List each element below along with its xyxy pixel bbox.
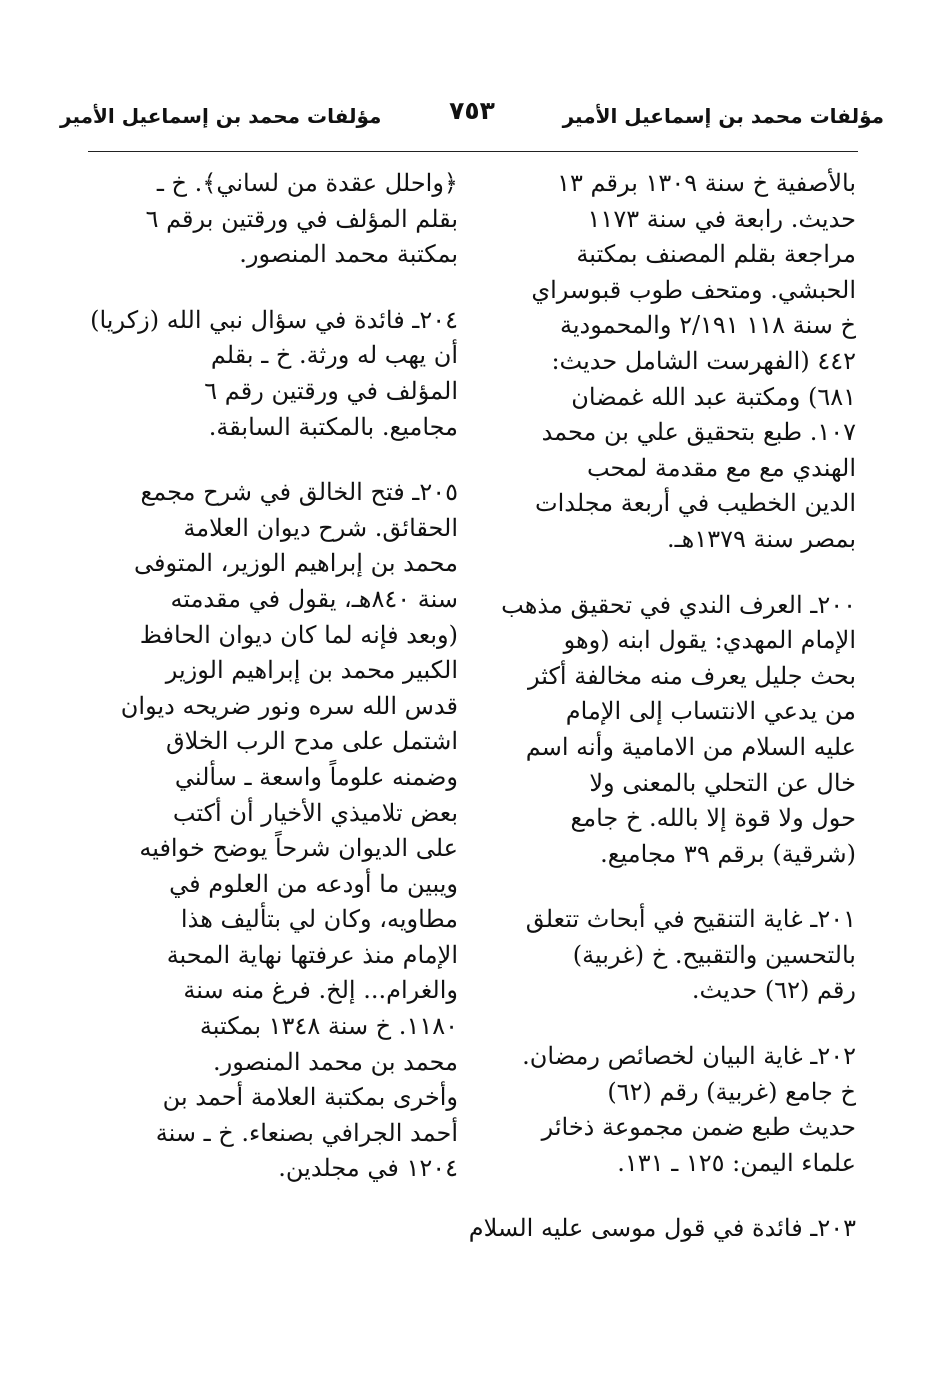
text-line: ﴿واحلل عقدة من لساني﴾. خ ـ <box>156 169 458 197</box>
text-line: ٢٠٠ـ العرف الندي في تحقيق مذهب <box>501 590 856 619</box>
text-line: ١١٨٠. خ سنة ١٣٤٨ بمكتبة <box>199 1012 458 1041</box>
left-column <box>90 166 458 1187</box>
text-line: ٦٨١) ومكتبة عبد الله غمضان <box>571 382 856 411</box>
text-line: الدين الخطيب في أربعة مجلدات <box>534 489 856 518</box>
text-line: بعض تلاميذي الأخيار أن أكتب <box>172 798 458 827</box>
entry-202 <box>516 1039 856 1181</box>
text-line: الإمام منذ عرفتها نهاية المحبة <box>166 940 458 969</box>
text-line: محمد بن محمد المنصور. <box>212 1047 458 1076</box>
text-line: اشتمل على مدح الرب الخلاق <box>165 727 458 756</box>
text-line: مجاميع. بالمكتبة السابقة. <box>208 412 458 441</box>
text-line: (شرقية) برقم ٣٩ مجاميع. <box>600 839 856 868</box>
text-line: الحبشي. ومتحف طوب قبوسراي <box>531 275 856 304</box>
entry-203-continued <box>93 166 458 273</box>
text-line: بقلم المؤلف في ورقتين برقم ٦ <box>145 204 458 233</box>
text-line: حول ولا قوة إلا بالله. خ جامع <box>570 804 856 833</box>
entry-gap <box>516 1181 856 1211</box>
text-line: ١٢٠٤ في مجلدين. <box>278 1154 458 1183</box>
text-line: بالأصفية خ سنة ١٣٠٩ برقم ١٣ <box>557 169 856 197</box>
text-line: محمد بن إبراهيم الوزير، المتوفى <box>133 549 458 578</box>
text-line: بحث جليل يعرف منه مخالفة أكثر <box>528 661 856 690</box>
text-line: وضمنه علوماً واسعة ـ سألني <box>174 762 458 791</box>
text-line: بمصر سنة ١٣٧٩هـ. <box>667 524 856 553</box>
page-number: ٧٥٣ <box>449 96 495 125</box>
running-header-left: مؤلفات محمد بن إسماعيل الأمير <box>60 104 382 128</box>
entry-205 <box>93 475 458 1187</box>
text-line: ٢٠٥ـ فتح الخالق في شرح مجمع <box>140 478 458 507</box>
text-line: خ جامع (غربية) رقم (٦٢) <box>607 1077 856 1106</box>
text-line: ٤٤٢ (الفهرست الشامل حديث: <box>551 346 856 375</box>
right-column <box>468 166 856 1247</box>
text-line: ٢٠١ـ غاية التنقيح في أبحاث تتعلق <box>525 905 856 934</box>
text-line: سنة ٨٤٠هـ، يقول في مقدمته <box>170 584 458 613</box>
text-line: خال عن التحلي بالمعنى ولا <box>589 768 856 797</box>
text-line: بالتحسين والتقبيح. خ (غربية) <box>572 940 856 969</box>
text-line: عليه السلام من الامامية وأنه اسم <box>525 732 856 761</box>
entry-204 <box>90 303 458 445</box>
text-line: ٢٠٤ـ فائدة في سؤال نبي الله (زكريا) <box>90 305 458 334</box>
text-line: أن يهب له ورثة. خ ـ بقلم <box>210 341 458 370</box>
text-line: ٢٠٢ـ غاية البيان لخصائص رمضان. <box>522 1042 856 1071</box>
text-line: قدس الله سره ونور ضريحه ديوان <box>120 691 458 720</box>
text-line: بمكتبة محمد المنصور. <box>239 240 458 269</box>
text-line: حديث. رابعة في سنة ١١٧٣ <box>587 204 856 233</box>
entry-gap <box>516 558 856 588</box>
text-line: مطاويه، وكان لي بتأليف هذا <box>180 905 458 934</box>
text-line: أحمد الجرافي بصنعاء. خ ـ سنة <box>155 1118 458 1147</box>
text-line: ٢٠٣ـ فائدة في قول موسى عليه السلام <box>468 1214 856 1243</box>
entry-gap <box>516 872 856 902</box>
text-line: الكبير محمد بن إبراهيم الوزير <box>165 656 458 685</box>
text-line: (وبعد فإنه لما كان ديوان الحافظ <box>139 620 458 649</box>
text-line: خ سنة ١١٨ ٢/١٩١ والمحمودية <box>559 311 856 340</box>
text-line: علماء اليمن: ١٢٥ ـ ١٣١. <box>617 1148 856 1177</box>
entry-gap <box>93 273 458 303</box>
text-line: الإمام المهدي: يقول ابنه (وهو <box>563 626 856 655</box>
text-line: وأخرى بمكتبة العلامة أحمد بن <box>162 1083 458 1112</box>
text-line: رقم (٦٢) حديث. <box>691 976 856 1005</box>
continued-entry <box>516 166 856 558</box>
text-line: ١٠٧. طبع بتحقيق علي بن محمد <box>541 418 856 447</box>
entry-gap <box>516 1009 856 1039</box>
text-line: والغرام... إلخ. فرغ منه سنة <box>183 976 458 1005</box>
text-line: الحقائق. شرح ديوان العلامة <box>183 513 458 542</box>
text-line: على الديوان شرحاً يوضح خوافيه <box>139 834 458 863</box>
text-line: حديث طبع ضمن مجموعة ذخائر <box>541 1113 856 1142</box>
entry-203 <box>468 1211 856 1247</box>
entry-201 <box>516 902 856 1009</box>
text-line: من يدعي الانتساب إلى الإمام <box>565 697 856 726</box>
text-line: مراجعة بقلم المصنف بمكتبة <box>576 240 856 269</box>
text-line: الهندي مع مع مقدمة لمحب <box>586 453 856 482</box>
entry-200 <box>501 588 856 873</box>
running-header-right: مؤلفات محمد بن إسماعيل الأمير <box>562 104 884 128</box>
entry-gap <box>93 445 458 475</box>
text-line: ويبين ما أودعه من العلوم في <box>169 869 458 898</box>
header-rule <box>88 151 858 152</box>
text-line: المؤلف في ورقتين رقم ٦ <box>204 376 458 405</box>
